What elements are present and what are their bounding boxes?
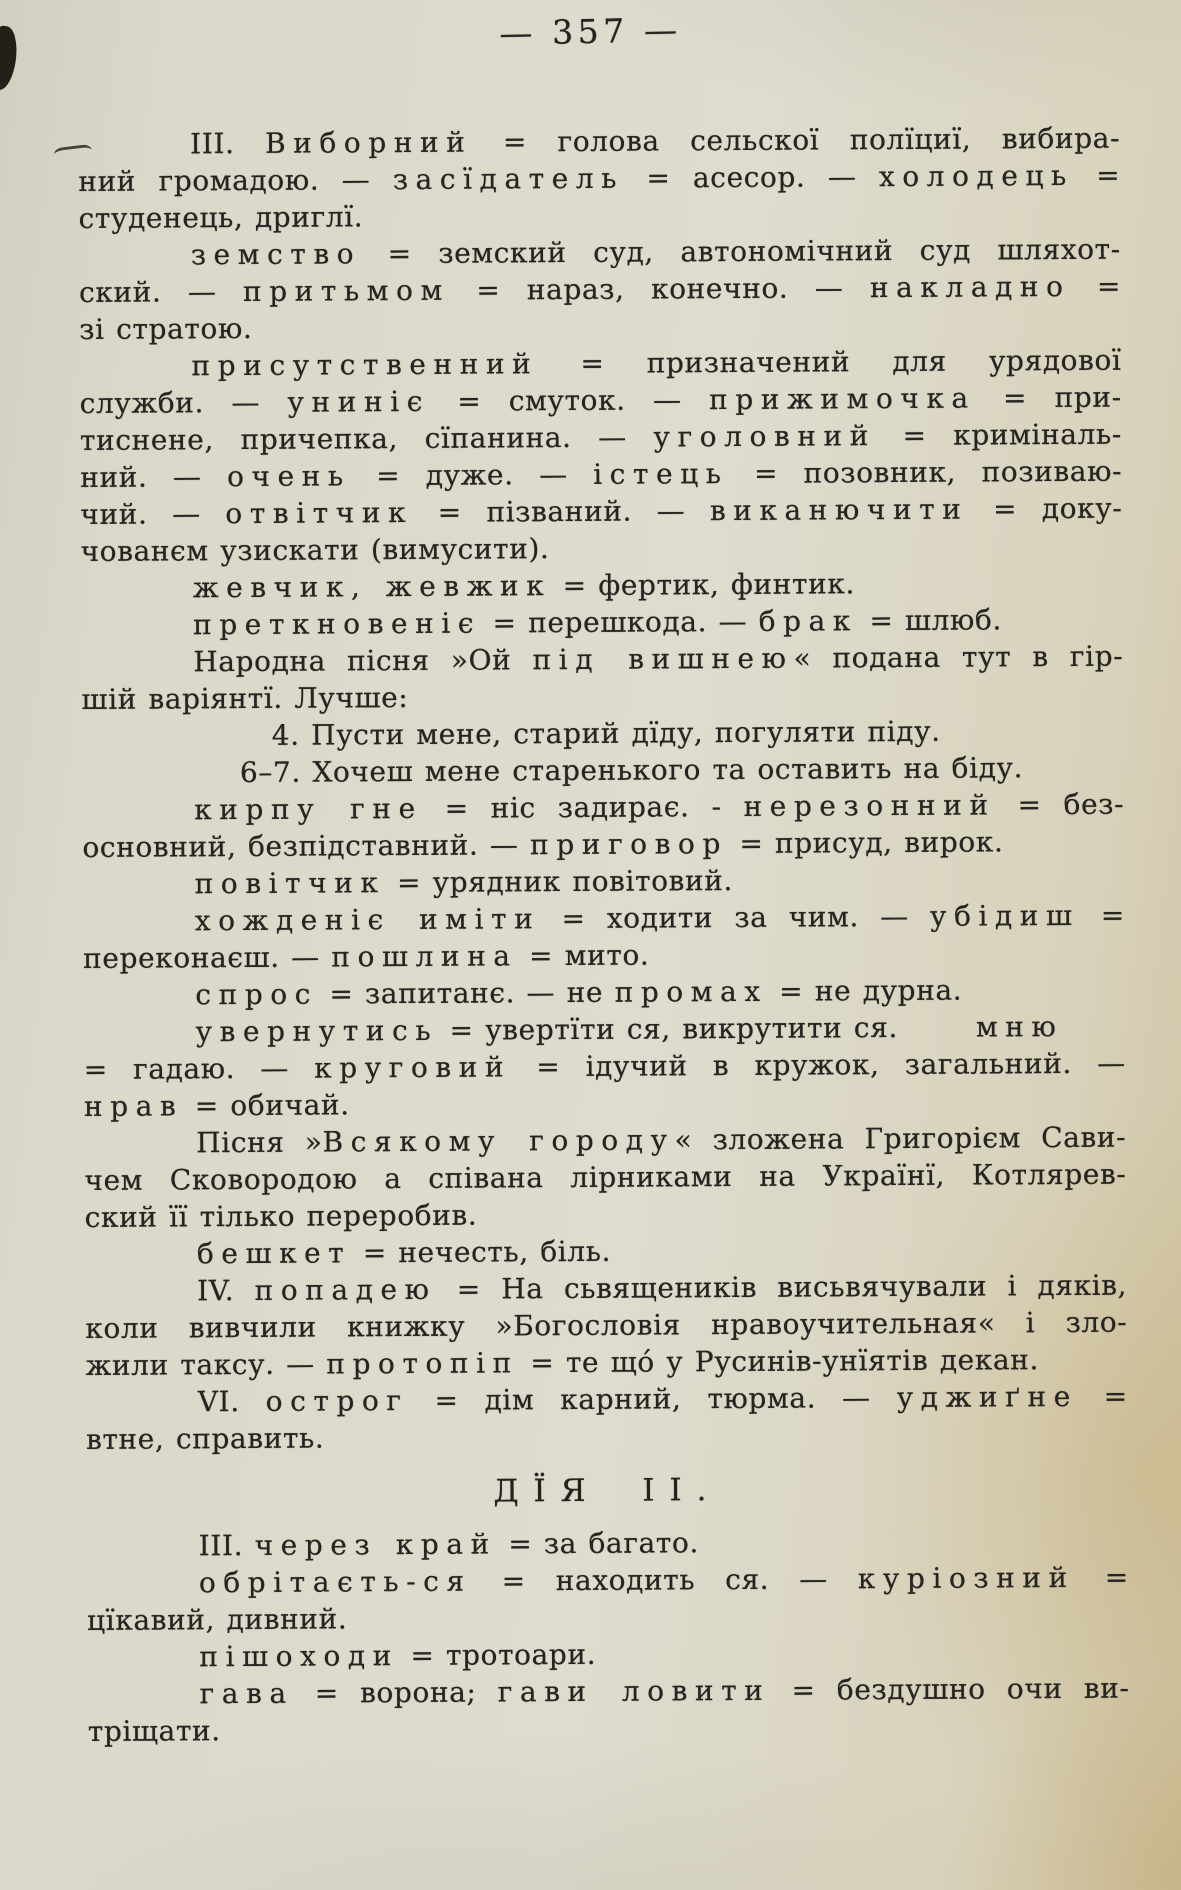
text-segment: = асесор. — (623, 160, 880, 195)
glossary-term: мню (975, 1009, 1064, 1044)
text-line (79, 305, 1121, 348)
text-line (87, 1670, 1129, 1713)
glossary-term: спрос (195, 977, 319, 1012)
text-segment: = тротоари. (398, 1637, 597, 1673)
text-line (84, 1119, 1126, 1162)
glossary-term: Виборний (264, 125, 473, 160)
text-line (85, 1230, 1127, 1273)
glossary-term: кирпу гне (194, 791, 423, 827)
text-line (85, 1304, 1127, 1347)
section-heading: ДЇЯ ІІ. (493, 1472, 722, 1510)
text-line (83, 897, 1125, 940)
text-line (81, 564, 1123, 607)
text-line (86, 1415, 1128, 1458)
text-line (87, 1559, 1129, 1602)
glossary-term: брак (758, 604, 859, 638)
glossary-term: гава (199, 1676, 294, 1711)
glossary-term: очень (226, 459, 351, 494)
glossary-term: жевчик, жевжик (192, 569, 552, 605)
text-line (81, 675, 1123, 718)
text-segment: тиснене, причепка, сїпанина. — (79, 420, 654, 457)
glossary-term: острог (265, 1384, 409, 1418)
text-segment: тріщати. (87, 1714, 221, 1748)
text-segment: = обичай. (183, 1088, 350, 1123)
text-segment: = урядник повітовий. (385, 864, 734, 900)
text-line (82, 786, 1124, 829)
text-line (85, 1267, 1127, 1310)
glossary-term: бешкет (196, 1236, 352, 1271)
text-line (85, 1341, 1127, 1384)
text-segment: ІІІ. (190, 126, 266, 161)
text-segment: = запитанє. — не (317, 975, 615, 1011)
text-segment: цїкавий, дивний. (87, 1602, 348, 1637)
text-segment: шій варіянтї. Лучше: (81, 680, 409, 716)
text-segment: = нараз, конечно. — (449, 271, 870, 307)
glossary-term: холодець (878, 158, 1074, 194)
text-line (78, 120, 1120, 163)
text-segment: IV. (197, 1273, 255, 1308)
text-segment: = перешкода. — (480, 604, 759, 640)
text-line (83, 934, 1125, 977)
text-segment: = призначений для урядової (538, 343, 1122, 381)
text-segment: « зложена Григорієм Сави- (674, 1120, 1127, 1157)
text-segment: = На сьвящеників висьвячували і дяків, (436, 1268, 1128, 1306)
glossary-term: убідиш (929, 898, 1080, 933)
text-segment: = фертик, финтик. (551, 567, 856, 603)
text-line (83, 1008, 1125, 1051)
text-segment: = (1073, 158, 1121, 192)
text-segment: = земский суд, автономічний суд шляхот- (361, 232, 1121, 271)
glossary-term: істець (593, 457, 729, 491)
text-line (82, 823, 1124, 866)
text-line (83, 860, 1125, 903)
text-segment: зі стратою. (79, 311, 253, 346)
text-line (84, 1045, 1126, 1088)
text-segment: ский її тілько переробив. (84, 1198, 478, 1234)
text-segment: = позовник, позиваю- (728, 454, 1123, 491)
text-segment: студенець, дриглї. (78, 200, 364, 235)
text-segment: = (1070, 269, 1122, 303)
text-segment: = смуток. — (429, 383, 710, 418)
glossary-term: під вишнею (532, 641, 794, 677)
text-line (88, 1707, 1130, 1750)
text-segment: = (1077, 1379, 1128, 1413)
text-line (87, 1522, 1129, 1565)
text-line (86, 1378, 1128, 1421)
text-segment: = голова сельскої полїциї, вибира- (472, 121, 1121, 159)
text-segment: = криміналь- (875, 417, 1123, 453)
text-segment: = нечесть, біль. (351, 1234, 612, 1270)
text-line (82, 749, 1124, 792)
text-line (82, 712, 1124, 755)
text-line (79, 342, 1121, 385)
text-segment: ний громадою. — (78, 163, 393, 198)
text-line (85, 1193, 1127, 1236)
glossary-term: уголовний (653, 419, 877, 454)
text-segment: ский. — (78, 274, 244, 309)
text-segment: = не дурна. (767, 973, 963, 1008)
text-line (78, 157, 1120, 200)
glossary-term: приговор (529, 827, 728, 862)
text-segment: = при- (975, 380, 1122, 415)
text-segment: = ніс задирає. - (422, 789, 744, 825)
text-segment: чованєм узискати (вимусити). (80, 532, 550, 568)
text-segment: = (1074, 1560, 1130, 1594)
text-segment: = увертїти ся, викрутити ся. (437, 1011, 899, 1047)
glossary-term: униніє (287, 384, 431, 419)
text-line (81, 601, 1123, 644)
glossary-term: попадею (254, 1272, 437, 1307)
text-segment: = ворона; (293, 1675, 498, 1710)
text-segment: VI. (197, 1384, 266, 1419)
page-number: — 357 — (498, 10, 683, 53)
text-segment: = за багато. (496, 1526, 699, 1561)
glossary-term: накладно (869, 269, 1071, 305)
text-segment: втне, справить. (85, 1421, 325, 1456)
text-segment: коли вивчили книжку »Богословія нравоучительная« і зло- (85, 1305, 1128, 1345)
glossary-term: нрав (83, 1089, 184, 1123)
text-segment: чий. — (80, 497, 226, 531)
text-segment: Народна пісня »Ой (193, 643, 533, 679)
text-segment: Пісня » (196, 1125, 323, 1160)
glossary-term: круговий (314, 1050, 512, 1085)
text-line (87, 1596, 1129, 1639)
text-line (84, 1156, 1126, 1199)
glossary-term: отвітчик (225, 495, 414, 531)
text-line (80, 416, 1122, 459)
text-segment: чем Сковородою а співана лірниками на Українї, Котлярев- (84, 1157, 1127, 1197)
text-segment: = ідучий в кружок, загальний. — (511, 1046, 1126, 1084)
glossary-term: промах (614, 974, 768, 1009)
text-segment: жили таксу. — (85, 1347, 327, 1382)
text-segment: « подана тут в гір- (793, 639, 1124, 675)
glossary-term: обрітаєть-ся (198, 1564, 472, 1600)
text-segment: = бездушно очи ви- (770, 1671, 1130, 1707)
glossary-term: гави ловити (497, 1673, 771, 1709)
glossary-term: через край (254, 1527, 497, 1562)
glossary-term: земство (190, 237, 362, 272)
text-line (80, 379, 1122, 422)
text-segment: 6–7. Хочеш мене старенького та оставить на біду. (239, 751, 1024, 790)
glossary-term: протопіп (326, 1346, 519, 1381)
text-line (79, 268, 1121, 311)
text-line (84, 1082, 1126, 1125)
text-line (87, 1633, 1129, 1676)
text-segment: = дуже. — (350, 457, 594, 493)
text-segment: = мито. (517, 938, 650, 973)
glossary-term: прижимочка (708, 381, 976, 417)
text-line (80, 490, 1122, 533)
text-segment: = находить ся. — (471, 1562, 858, 1598)
glossary-term: куріозний (857, 1560, 1075, 1596)
text-line (83, 971, 1125, 1014)
text-segment: = шлюб. (857, 603, 1003, 638)
glossary-term: увернутись (195, 1013, 439, 1049)
text-segment: основний, безпідставний. — (82, 828, 531, 864)
glossary-term: виканючити (709, 492, 969, 528)
glossary-term: присутственний (191, 347, 539, 383)
glossary-term: нерезонний (743, 788, 996, 823)
text-line (80, 527, 1122, 570)
text-segment: = доку- (968, 491, 1123, 526)
text-segment: = гадаю. — (83, 1051, 315, 1086)
text-segment: = присуд, вирок. (727, 825, 1004, 861)
text-line (80, 453, 1122, 496)
text-line (79, 231, 1121, 274)
glossary-term: притьмом (242, 273, 450, 308)
text-segment: служби. — (79, 385, 288, 420)
text-segment: = пізваний. — (412, 494, 710, 529)
text-segment: = без- (995, 787, 1125, 822)
text-segment: ний. — (80, 460, 228, 494)
text-block (78, 120, 1130, 1750)
glossary-term: преткновеніє (192, 606, 482, 642)
text-line (81, 638, 1123, 681)
glossary-term: Всякому городу (322, 1123, 675, 1159)
text-segment: = ходити за чим. — (540, 899, 931, 936)
glossary-term: пішоходи (199, 1639, 399, 1674)
glossary-term: хожденіє иміти (194, 902, 541, 938)
glossary-term: уджиґне (896, 1379, 1078, 1415)
text-segment: = те що́ у Русинів-унїятів декан. (518, 1343, 1040, 1380)
text-segment: переконаєш. — (82, 940, 332, 975)
glossary-term: повітчик (194, 866, 386, 901)
text-segment: = (1079, 898, 1125, 932)
text-segment: ІІІ. (198, 1528, 255, 1563)
glossary-term: засїдатель (392, 161, 625, 197)
text-segment: 4. Пусти мене, старий дїду, погуляти піду. (271, 714, 941, 752)
text-segment: = дім карний, тюрма. — (408, 1381, 897, 1418)
text-line (78, 194, 1120, 237)
glossary-term: пошлина (331, 939, 518, 974)
